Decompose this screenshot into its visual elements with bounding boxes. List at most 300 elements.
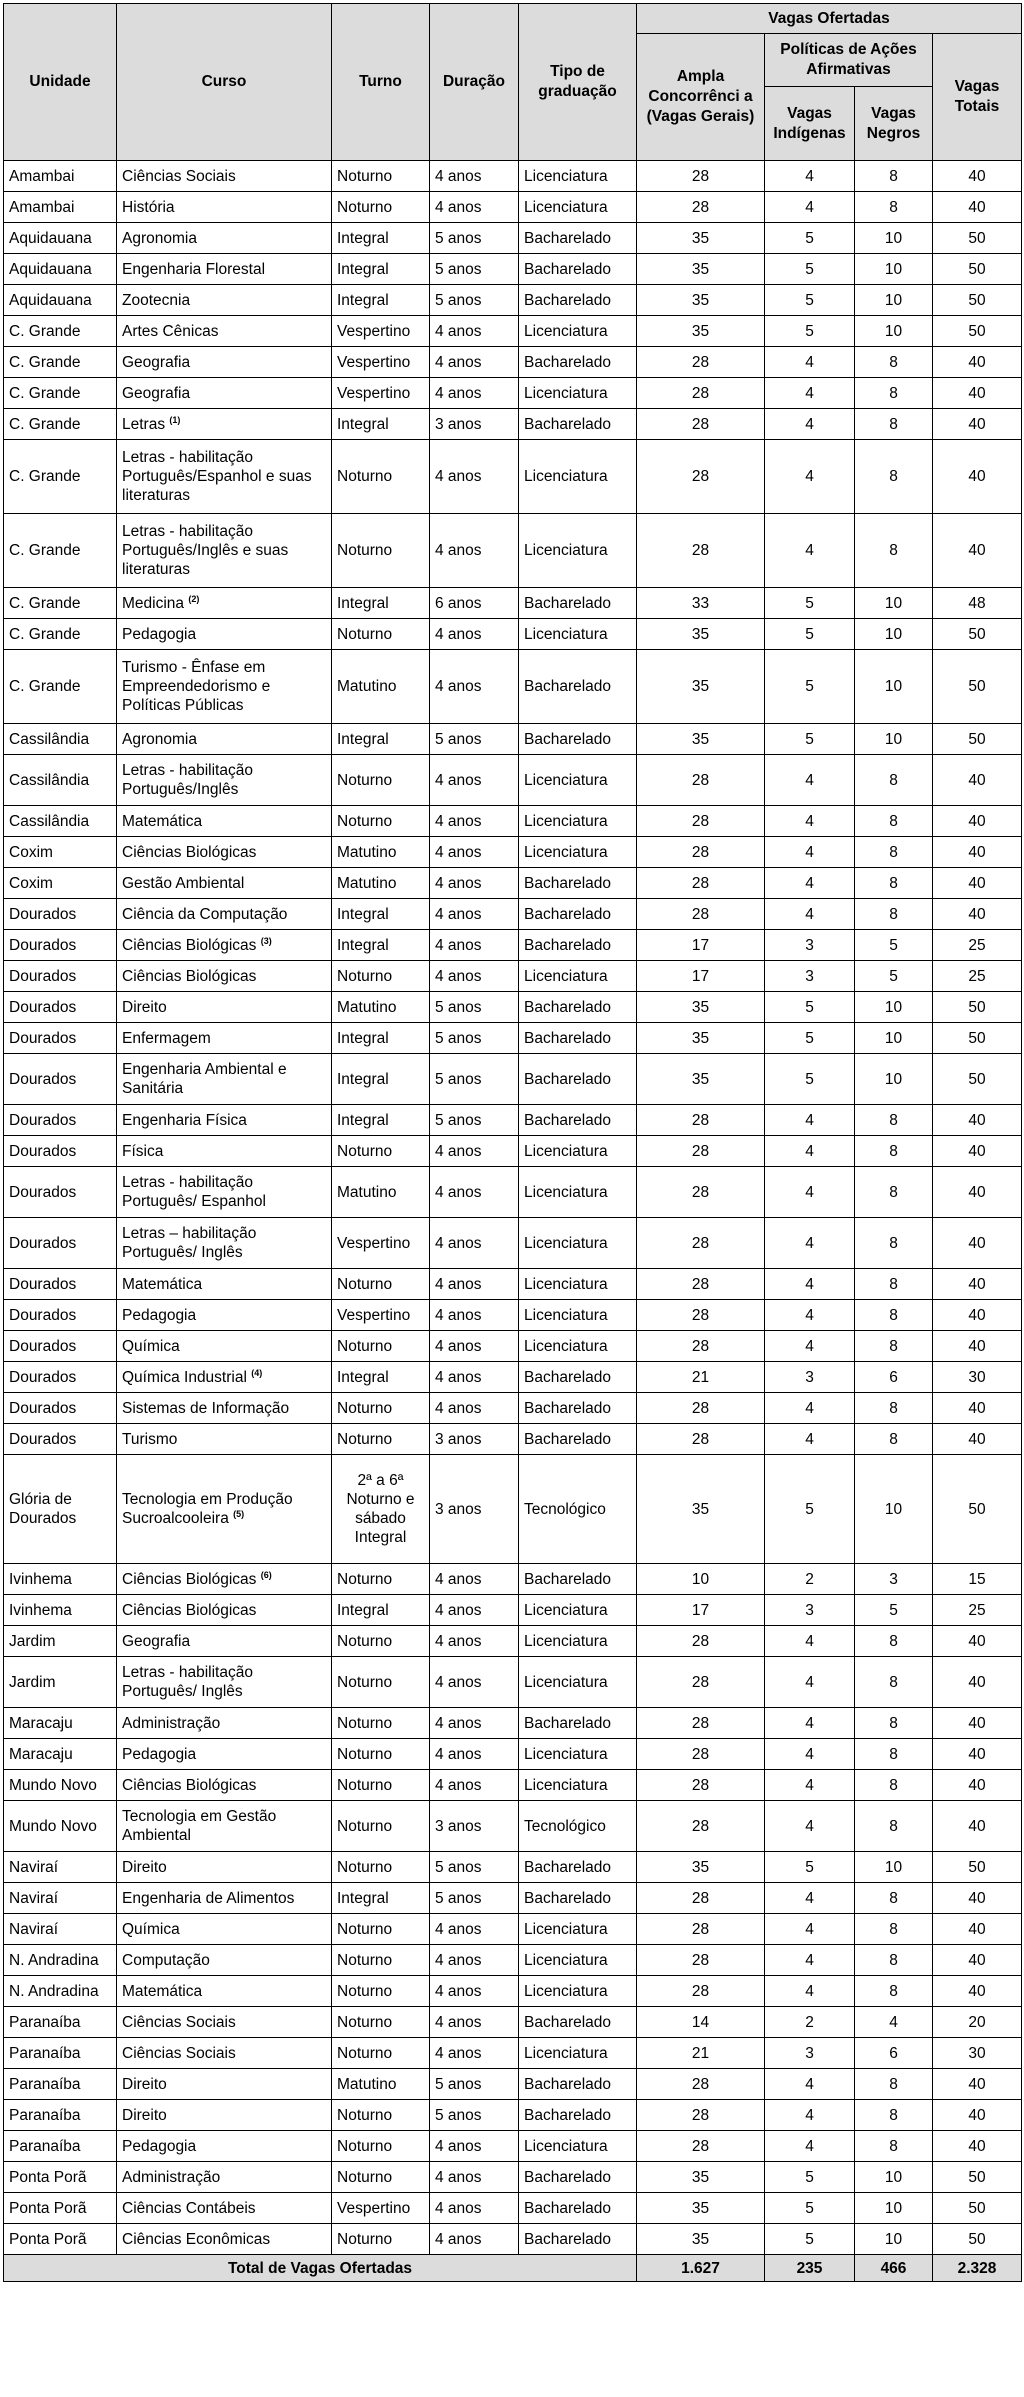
cell-indigenas-text: 4: [805, 1275, 814, 1293]
cell-tipo-graduacao-text: Licenciatura: [524, 1920, 608, 1938]
cell-unidade: [4, 2162, 117, 2193]
cell-tipo-graduacao-text: Licenciatura: [524, 843, 608, 861]
cell-unidade-text: Aquidauana: [9, 260, 92, 278]
cell-unidade-text: Dourados: [9, 1142, 77, 1160]
cell-indigenas: [765, 961, 855, 992]
cell-ampla: [637, 2069, 765, 2100]
cell-negros: [855, 837, 933, 868]
footnote-marker: (3): [260, 935, 272, 946]
cell-curso: [117, 1770, 332, 1801]
cell-unidade-text: Dourados: [9, 998, 77, 1016]
cell-duracao-text: 4 anos: [435, 812, 482, 830]
cell-tipo-graduacao-text: Licenciatura: [524, 1142, 608, 1160]
cell-total-text: 50: [968, 322, 986, 340]
cell-curso: [117, 806, 332, 837]
cell-negros-text: 8: [889, 1817, 898, 1835]
cell-ampla: [637, 1300, 765, 1331]
cell-ampla-text: 28: [691, 1982, 710, 2000]
cell-indigenas: [765, 1595, 855, 1626]
cell-total-text: 40: [968, 2137, 986, 2155]
cell-indigenas: [765, 1218, 855, 1269]
cell-ampla-text: 28: [691, 384, 710, 402]
cell-total: [933, 1739, 1022, 1770]
table-row: [4, 992, 1022, 1023]
cell-unidade-text: Naviraí: [9, 1920, 59, 1938]
cell-ampla-text: 28: [691, 198, 710, 216]
table-row: [4, 1801, 1022, 1852]
cell-curso-text: Artes Cênicas: [122, 322, 219, 340]
cell-turno: [332, 2131, 430, 2162]
cell-unidade-text: Ponta Porã: [9, 2199, 87, 2217]
cell-tipo-graduacao-text: Bacharelado: [524, 353, 612, 371]
cell-total-text: 40: [968, 843, 986, 861]
cell-indigenas-text: 3: [805, 936, 814, 954]
cell-duracao-text: 4 anos: [435, 1714, 482, 1732]
total-vagas: 2.328: [933, 2255, 1022, 2282]
cell-total: [933, 1801, 1022, 1852]
cell-turno-text: Matutino: [337, 843, 397, 861]
cell-duracao: [430, 2162, 519, 2193]
cell-tipo-graduacao-text: Licenciatura: [524, 1337, 608, 1355]
cell-curso: [117, 347, 332, 378]
cell-indigenas: [765, 2100, 855, 2131]
cell-duracao: [430, 1595, 519, 1626]
cell-duracao: [430, 1424, 519, 1455]
cell-turno-text: Integral: [337, 1601, 389, 1619]
cell-indigenas: [765, 992, 855, 1023]
cell-curso-text: Letras - habilitação Português/Inglês e suas literaturas: [122, 523, 289, 578]
cell-tipo-graduacao: [519, 1023, 637, 1054]
cell-turno-text: Noturno: [337, 1399, 393, 1417]
cell-ampla: [637, 992, 765, 1023]
cell-duracao: [430, 1914, 519, 1945]
cell-ampla-text: 28: [691, 415, 710, 433]
cell-unidade: [4, 440, 117, 514]
cell-negros: [855, 1136, 933, 1167]
cell-total: [933, 1054, 1022, 1105]
cell-total-text: 40: [968, 2106, 986, 2124]
cell-unidade: [4, 930, 117, 961]
cell-curso: [117, 619, 332, 650]
cell-indigenas-text: 4: [805, 874, 814, 892]
cell-ampla: [637, 1455, 765, 1564]
cell-total: [933, 1331, 1022, 1362]
cell-ampla: [637, 806, 765, 837]
cell-duracao: [430, 347, 519, 378]
cell-indigenas-text: 4: [805, 1306, 814, 1324]
cell-curso: [117, 650, 332, 724]
table-row: [4, 2100, 1022, 2131]
header-unidade: Unidade: [4, 4, 117, 161]
table-row: [4, 1852, 1022, 1883]
cell-tipo-graduacao: [519, 1708, 637, 1739]
cell-negros: [855, 514, 933, 588]
cell-ampla: [637, 1770, 765, 1801]
cell-ampla: [637, 1657, 765, 1708]
cell-duracao-text: 5 anos: [435, 291, 482, 309]
cell-total: [933, 378, 1022, 409]
cell-indigenas-text: 4: [805, 1111, 814, 1129]
cell-unidade: [4, 1770, 117, 1801]
cell-indigenas-text: 4: [805, 353, 814, 371]
cell-tipo-graduacao-text: Bacharelado: [524, 1070, 612, 1088]
cell-tipo-graduacao: [519, 2100, 637, 2131]
cell-tipo-graduacao-text: Bacharelado: [524, 594, 612, 612]
cell-negros: [855, 223, 933, 254]
cell-unidade-text: Cassilândia: [9, 812, 90, 830]
cell-negros: [855, 619, 933, 650]
cell-tipo-graduacao-text: Bacharelado: [524, 2013, 612, 2031]
cell-tipo-graduacao-text: Bacharelado: [524, 1714, 612, 1732]
cell-duracao: [430, 2038, 519, 2069]
cell-curso: [117, 316, 332, 347]
cell-unidade-text: Ivinhema: [9, 1601, 72, 1619]
cell-curso-text: Engenharia Ambiental e Sanitária: [122, 1061, 287, 1097]
cell-unidade: [4, 1424, 117, 1455]
cell-duracao: [430, 378, 519, 409]
cell-unidade-text: Ponta Porã: [9, 2168, 87, 2186]
cell-unidade: [4, 1023, 117, 1054]
cell-total-text: 50: [968, 1858, 986, 1876]
cell-curso-text: Geografia: [122, 353, 191, 371]
cell-curso: [117, 1626, 332, 1657]
cell-curso: [117, 899, 332, 930]
cell-tipo-graduacao: [519, 899, 637, 930]
cell-negros: [855, 316, 933, 347]
cell-turno: [332, 899, 430, 930]
cell-indigenas: [765, 223, 855, 254]
cell-tipo-graduacao: [519, 1595, 637, 1626]
cell-duracao-text: 4 anos: [435, 1632, 482, 1650]
cell-tipo-graduacao-text: Bacharelado: [524, 1430, 612, 1448]
cell-turno: [332, 254, 430, 285]
cell-indigenas-text: 4: [805, 384, 814, 402]
cell-total-text: 40: [968, 198, 986, 216]
cell-unidade-text: Dourados: [9, 1337, 77, 1355]
table-header: [4, 4, 1022, 161]
cell-negros-text: 10: [884, 1029, 903, 1047]
cell-curso-text: Química Industrial: [122, 1368, 247, 1386]
cell-tipo-graduacao-text: Bacharelado: [524, 905, 612, 923]
cell-duracao-text: 4 anos: [435, 1776, 482, 1794]
cell-curso: [117, 1167, 332, 1218]
cell-total-text: 50: [968, 1500, 986, 1518]
header-vagas-totais: Vagas Totais: [933, 34, 1022, 161]
cell-indigenas-text: 5: [805, 678, 814, 695]
cell-ampla: [637, 1424, 765, 1455]
cell-tipo-graduacao: [519, 930, 637, 961]
cell-curso-text: Ciências Biológicas: [122, 936, 257, 954]
cell-curso: [117, 1801, 332, 1852]
cell-unidade-text: N. Andradina: [9, 1951, 99, 1969]
cell-indigenas-text: 5: [805, 998, 814, 1016]
cell-indigenas-text: 4: [805, 1817, 814, 1835]
cell-turno: [332, 2007, 430, 2038]
table-row: [4, 1657, 1022, 1708]
cell-ampla: [637, 1218, 765, 1269]
cell-total: [933, 806, 1022, 837]
cell-curso: [117, 2100, 332, 2131]
cell-turno-text: Noturno: [337, 1776, 393, 1794]
cell-duracao-text: 4 anos: [435, 198, 482, 216]
cell-duracao-text: 4 anos: [435, 2199, 482, 2217]
table-row: [4, 1023, 1022, 1054]
cell-turno: [332, 1770, 430, 1801]
cell-ampla: [637, 2131, 765, 2162]
cell-negros-text: 8: [889, 771, 898, 789]
cell-curso-text: História: [122, 198, 175, 216]
cell-duracao: [430, 223, 519, 254]
cell-total-text: 40: [968, 1889, 986, 1907]
table-row: [4, 2069, 1022, 2100]
cell-negros-text: 10: [884, 2168, 903, 2186]
cell-unidade: [4, 1393, 117, 1424]
cell-ampla: [637, 440, 765, 514]
cell-unidade: [4, 1167, 117, 1218]
cell-duracao: [430, 1883, 519, 1914]
cell-curso: [117, 724, 332, 755]
cell-curso: [117, 1945, 332, 1976]
cell-curso: [117, 223, 332, 254]
cell-total-text: 50: [968, 2230, 986, 2248]
cell-tipo-graduacao-text: Licenciatura: [524, 812, 608, 830]
cell-unidade: [4, 2100, 117, 2131]
cell-turno: [332, 2100, 430, 2131]
cell-tipo-graduacao: [519, 588, 637, 619]
table-row: [4, 1914, 1022, 1945]
cell-duracao-text: 5 anos: [435, 1889, 482, 1907]
cell-tipo-graduacao-text: Licenciatura: [524, 167, 608, 185]
cell-negros-text: 5: [889, 1601, 898, 1619]
cell-indigenas-text: 4: [805, 905, 814, 923]
cell-indigenas: [765, 837, 855, 868]
cell-total-text: 40: [968, 771, 986, 789]
cell-tipo-graduacao: [519, 1883, 637, 1914]
cell-ampla: [637, 347, 765, 378]
cell-turno-text: Vespertino: [337, 353, 411, 371]
cell-total: [933, 868, 1022, 899]
table-row: [4, 1626, 1022, 1657]
cell-ampla-text: 28: [691, 1817, 710, 1835]
cell-tipo-graduacao: [519, 378, 637, 409]
cell-indigenas: [765, 1852, 855, 1883]
cell-negros-text: 10: [884, 678, 903, 695]
cell-duracao: [430, 1739, 519, 1770]
cell-ampla: [637, 223, 765, 254]
cell-total-text: 40: [968, 1632, 986, 1650]
cell-negros: [855, 1801, 933, 1852]
cell-turno-text: Noturno: [337, 1817, 393, 1835]
cell-total: [933, 1626, 1022, 1657]
cell-indigenas-text: 4: [805, 1951, 814, 1969]
cell-unidade: [4, 806, 117, 837]
cell-negros: [855, 1362, 933, 1393]
cell-tipo-graduacao-text: Licenciatura: [524, 1745, 608, 1763]
cell-curso: [117, 2069, 332, 2100]
cell-negros: [855, 724, 933, 755]
cell-unidade-text: Paranaíba: [9, 2075, 81, 2093]
header-politicas-acoes-afirmativas: Políticas de Ações Afirmativas: [765, 34, 933, 87]
cell-indigenas: [765, 1136, 855, 1167]
cell-turno: [332, 755, 430, 806]
cell-duracao-text: 5 anos: [435, 2106, 482, 2124]
cell-total: [933, 347, 1022, 378]
cell-indigenas: [765, 588, 855, 619]
cell-turno-text: 2ª a 6ª Noturno e sábado Integral: [346, 1472, 415, 1546]
cell-total-text: 40: [968, 1142, 986, 1160]
cell-duracao: [430, 1393, 519, 1424]
cell-ampla-text: 28: [691, 1234, 710, 1252]
cell-turno: [332, 1852, 430, 1883]
cell-negros: [855, 254, 933, 285]
cell-turno-text: Integral: [337, 1368, 389, 1386]
cell-indigenas: [765, 1054, 855, 1105]
cell-duracao-text: 5 anos: [435, 1070, 482, 1088]
cell-curso-text: Matemática: [122, 1982, 203, 2000]
cell-total: [933, 2224, 1022, 2255]
cell-tipo-graduacao-text: Bacharelado: [524, 1570, 612, 1588]
cell-tipo-graduacao: [519, 1105, 637, 1136]
cell-indigenas: [765, 1976, 855, 2007]
header-turno: Turno: [332, 4, 430, 161]
cell-unidade: [4, 2224, 117, 2255]
cell-ampla: [637, 514, 765, 588]
cell-ampla: [637, 316, 765, 347]
cell-unidade-text: Dourados: [9, 905, 77, 923]
cell-tipo-graduacao: [519, 1626, 637, 1657]
cell-indigenas-text: 4: [805, 1673, 814, 1691]
cell-tipo-graduacao: [519, 2038, 637, 2069]
cell-negros-text: 8: [889, 905, 898, 923]
cell-ampla-text: 35: [691, 730, 710, 748]
cell-ampla: [637, 1626, 765, 1657]
cell-indigenas: [765, 1564, 855, 1595]
cell-unidade: [4, 2193, 117, 2224]
cell-negros-text: 8: [889, 198, 898, 216]
cell-duracao: [430, 1770, 519, 1801]
cell-total: [933, 2007, 1022, 2038]
cell-turno-text: Vespertino: [337, 1234, 411, 1252]
cell-ampla: [637, 2038, 765, 2069]
cell-negros: [855, 347, 933, 378]
cell-negros: [855, 1657, 933, 1708]
cell-ampla-text: 28: [691, 1399, 710, 1417]
cell-duracao-text: 4 anos: [435, 2168, 482, 2186]
cell-unidade-text: Maracaju: [9, 1745, 73, 1763]
cell-duracao-text: 4 anos: [435, 1183, 482, 1201]
cell-unidade: [4, 650, 117, 724]
cell-total: [933, 1300, 1022, 1331]
table-row: [4, 1424, 1022, 1455]
cell-unidade-text: Aquidauana: [9, 291, 92, 309]
cell-duracao-text: 4 anos: [435, 2013, 482, 2031]
cell-ampla: [637, 868, 765, 899]
cell-total: [933, 1424, 1022, 1455]
cell-turno: [332, 2038, 430, 2069]
cell-turno: [332, 440, 430, 514]
cell-total: [933, 285, 1022, 316]
cell-tipo-graduacao-text: Bacharelado: [524, 2168, 612, 2186]
cell-ampla-text: 28: [691, 1632, 710, 1650]
cell-tipo-graduacao-text: Bacharelado: [524, 874, 612, 892]
cell-turno: [332, 1269, 430, 1300]
cell-negros-text: 3: [889, 1570, 898, 1588]
cell-curso: [117, 2193, 332, 2224]
table-row: [4, 440, 1022, 514]
cell-turno: [332, 1105, 430, 1136]
cell-tipo-graduacao-text: Licenciatura: [524, 625, 608, 643]
cell-curso: [117, 192, 332, 223]
cell-total: [933, 1708, 1022, 1739]
cell-curso-text: Letras - habilitação Português/ Espanhol: [122, 1174, 266, 1210]
cell-unidade-text: Mundo Novo: [9, 1776, 97, 1794]
cell-duracao: [430, 1167, 519, 1218]
cell-unidade-text: Aquidauana: [9, 229, 92, 247]
cell-negros: [855, 1054, 933, 1105]
cell-turno: [332, 837, 430, 868]
cell-ampla: [637, 837, 765, 868]
cell-total: [933, 316, 1022, 347]
cell-negros: [855, 1455, 933, 1564]
cell-indigenas-text: 5: [805, 2199, 814, 2217]
cell-tipo-graduacao: [519, 2131, 637, 2162]
cell-tipo-graduacao-text: Bacharelado: [524, 2199, 612, 2217]
cell-negros: [855, 1945, 933, 1976]
cell-duracao-text: 5 anos: [435, 260, 482, 278]
cell-ampla: [637, 1362, 765, 1393]
cell-indigenas: [765, 1269, 855, 1300]
cell-duracao-text: 4 anos: [435, 384, 482, 402]
cell-ampla: [637, 1269, 765, 1300]
cell-turno-text: Integral: [337, 936, 389, 954]
cell-total-text: 40: [968, 542, 986, 559]
cell-turno: [332, 1883, 430, 1914]
cell-curso-text: Ciência da Computação: [122, 905, 288, 923]
cell-unidade: [4, 285, 117, 316]
cell-ampla: [637, 1852, 765, 1883]
cell-turno: [332, 1054, 430, 1105]
cell-indigenas-text: 4: [805, 843, 814, 861]
table-row: [4, 1976, 1022, 2007]
cell-negros: [855, 899, 933, 930]
cell-total-text: 40: [968, 384, 986, 402]
cell-unidade-text: C. Grande: [9, 678, 81, 695]
table-row: [4, 514, 1022, 588]
cell-turno: [332, 347, 430, 378]
cell-tipo-graduacao: [519, 1801, 637, 1852]
cell-tipo-graduacao-text: Licenciatura: [524, 468, 608, 485]
cell-ampla-text: 35: [691, 1070, 710, 1088]
cell-unidade-text: Glória de Dourados: [9, 1491, 77, 1527]
cell-total-text: 50: [968, 730, 986, 748]
table-row: [4, 837, 1022, 868]
cell-curso-text: Administração: [122, 1714, 221, 1732]
cell-indigenas-text: 4: [805, 1982, 814, 2000]
cell-total: [933, 1564, 1022, 1595]
cell-unidade-text: Dourados: [9, 1368, 77, 1386]
cell-indigenas-text: 4: [805, 198, 814, 216]
cell-negros-text: 10: [884, 1070, 903, 1088]
cell-tipo-graduacao-text: Licenciatura: [524, 384, 608, 402]
cell-turno-text: Vespertino: [337, 384, 411, 402]
cell-total-text: 50: [968, 2168, 986, 2186]
cell-unidade-text: Paranaíba: [9, 2044, 81, 2062]
cell-duracao-text: 4 anos: [435, 905, 482, 923]
cell-tipo-graduacao-text: Licenciatura: [524, 1183, 608, 1201]
cell-total-text: 40: [968, 1111, 986, 1129]
cell-tipo-graduacao: [519, 755, 637, 806]
cell-unidade-text: Cassilândia: [9, 771, 90, 789]
